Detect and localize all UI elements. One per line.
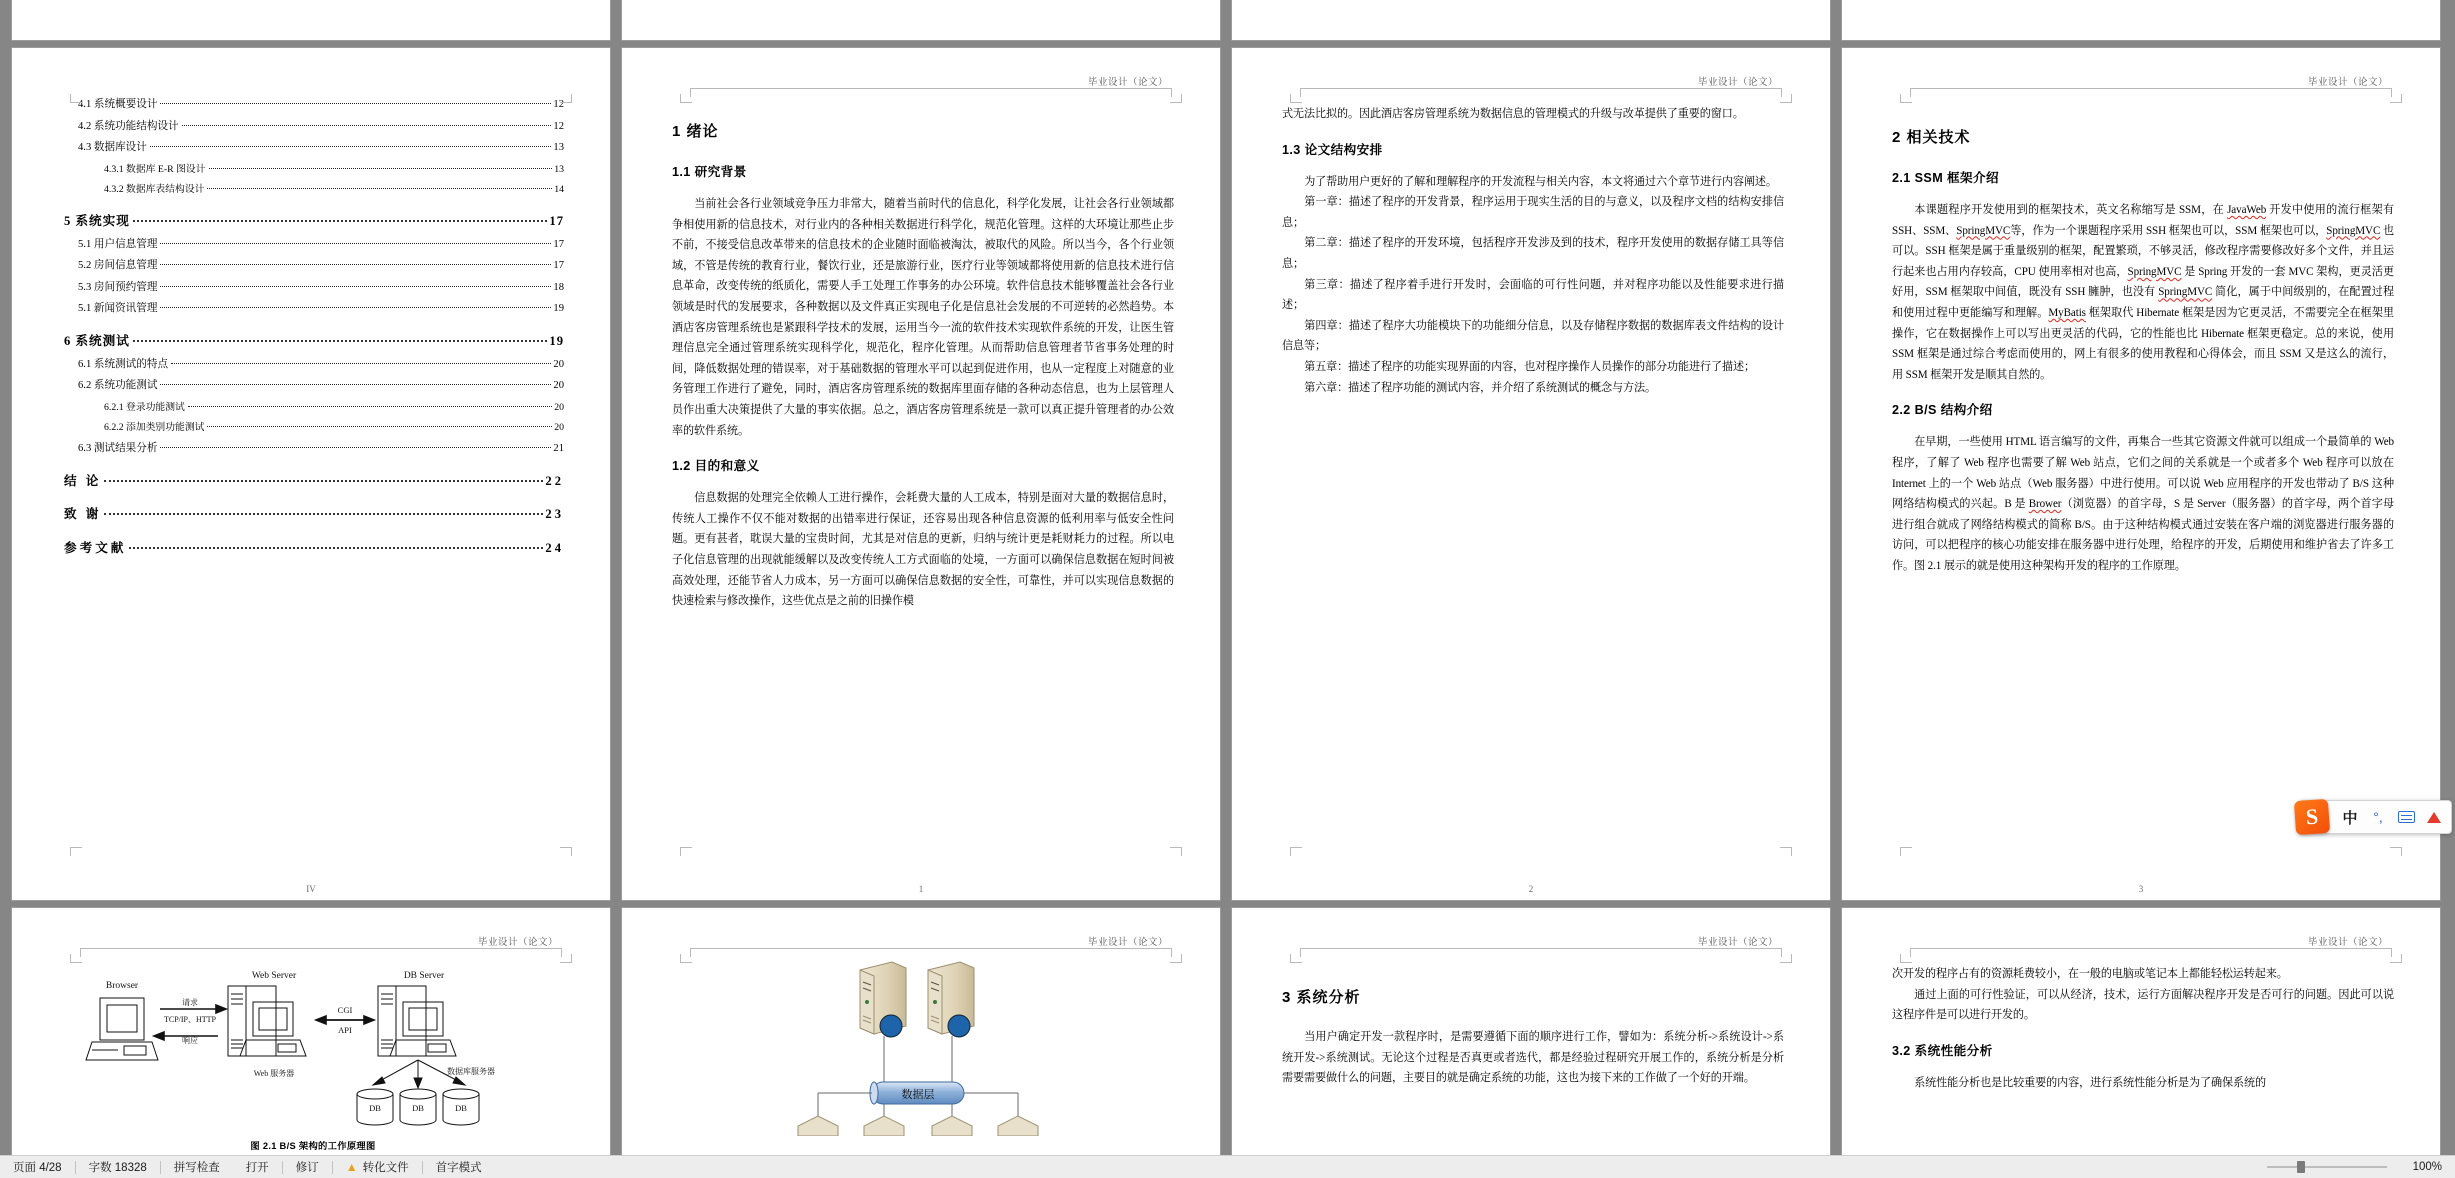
text-run: 是 Spring 开发的一套 MVC 架构，更灵活更好用，SSM 框架取中间值，既没有 SSH 臃肿，也没有 [1892,265,2395,299]
heading-3: 3 系统分析 [1282,989,1361,1006]
page-thumb-partial-top-4 [1842,0,2440,40]
figure-label-db-cn: 数据库服务器 [447,1067,495,1076]
toc-entry[interactable] [62,139,564,154]
toc-entry-title: 5 系统实现 [64,213,130,228]
crop-mark-top-left [1290,94,1302,103]
crop-mark-top-left [1900,94,1912,103]
toc-entry-title: 5.2 房间信息管理 [78,260,158,272]
status-layout-mode[interactable]: 首字模式 [435,1162,482,1174]
toc-spacer [62,529,564,537]
toc-entry-page: 12 [553,99,564,110]
toc-entry[interactable] [62,419,564,433]
toc-entry[interactable] [62,377,564,392]
toc-entry-title: 6.2.1 登录功能测试 [104,401,185,413]
text-run: 简化，属于中间级别的，在配置过程和使用过程中更能编写和理解。 [1892,286,2394,319]
table-of-contents[interactable] [62,96,564,556]
figure-caption: 图 2.1 B/S 架构的工作原理图 [250,1141,376,1151]
spellcheck-flagged-word: SpringMVC [2127,265,2182,278]
ime-punctuation-icon[interactable]: °, [2373,809,2383,825]
status-spellcheck-state[interactable]: 打开 [245,1162,269,1174]
toc-entry[interactable] [62,118,564,133]
toc-entry[interactable] [62,181,564,195]
crop-mark-top-right [1780,94,1792,103]
paragraph: 当用户确定开发一款程序时，是需要遵循下面的顺序进行工作，譬如为：系统分析->系统设计->系统开发->系统测试。无论这个过程是否真更或者选代，都是经验过程研究开展工作的，系统分析是分析需要需要做什么的问题，主要目的就是确定系统的功能，这也为接下来的工作做了一个好的开端。 [1282,1031,1784,1085]
crop-mark-bottom-left [70,847,82,856]
paragraph: 当前社会各行业领域竞争压力非常大，随着当前时代的信息化，科学化发展，让社会各行业领域都争相使用新的信息技术，对行业内的各种相关数据进行科学化，规范化管理。这样的大环境让那些止步不前，不接受信息改革带来的信息技术的企业随时面临被淘汰，被取代的风险。所以当今，各个行业领域，不管是传统的教育行业，餐饮行业，还是旅游行业，医疗行业等领域都将使用新的信息技术进行信息革命，改变传统的纸质化，需要人手工处理工作事务的办公环境。软件信息技术能够覆盖社会各行业领域是时代的发展要求，各种数据以及文件真正实现电子化是信息社会发展的不可逆转的必然趋势。本酒店客房管理系统也是紧跟科学技术的发展，运用当今一流的软件技术实现软件系统的开发，让医生管理信息完全通过管理系统实现科学化，规范化，程序化管理。从而帮助信息管理者节省事务处理的时间，降低数据处理的错误率，对于基础数据的管理水平可以起到促进作用，也从一定程度上对随意的业务管理工作进行了避免，同时，酒店客房管理系统的数据库里面存储的各种动态信息，也为上层管理人员作出重大决策提供了大量的事实依据。总之，酒店客房管理系统是一款可以真正提升管理者的办公效率的软件系统。 [672,198,1174,437]
spellcheck-flagged-word: SpringMVC [2326,224,2381,237]
crop-mark-bottom-right [1780,847,1792,856]
toc-leader-dots [207,426,552,427]
three-tier-diagram [688,956,1158,1136]
figure-label-web-server: Web Server [251,971,297,981]
crop-mark-top-right [2390,954,2402,963]
spellcheck-flagged-word: JavaWeb [2227,204,2267,216]
toc-entry-page: 12 [553,120,564,132]
toc-leader-dots [160,384,551,385]
status-bar[interactable] [0,1155,2455,1178]
bs-architecture-figure [78,964,548,1151]
text-run: 也可以。SSH 框架是属于重量级别的框架，配置繁琐，不够灵活，修改程序需要修改好多个文件，并且运行起来也占用内存较高，CPU 使用率相对也高， [1892,224,2394,278]
crop-mark-top-left [680,94,692,103]
paragraph: 次开发的程序占有的资源耗费较小，在一般的电脑或笔记本上都能轻松运转起来。 [1892,968,2288,980]
toc-entry[interactable] [62,300,564,315]
crop-mark-top-right [1780,954,1792,963]
toc-leader-dots [160,307,551,308]
figure-label-api: API [338,1025,352,1035]
page-5[interactable] [622,908,1220,1155]
figure-label-request: 请求 [182,998,198,1007]
toc-leader-dots [188,406,552,407]
toc-leader-dots [182,125,552,126]
toc-entry-title: 4.1 系统概要设计 [78,99,158,110]
status-revision[interactable]: 修订 [295,1162,319,1174]
zoom-value[interactable]: 100% [2412,1161,2442,1173]
crop-mark-top-right [560,94,572,103]
toc-entry-title: 4.2 系统功能结构设计 [78,120,179,132]
status-spellcheck-label[interactable]: 拼写检查 [173,1162,220,1174]
toc-leader-dots [150,146,552,147]
page-7[interactable] [1842,908,2440,1155]
crop-mark-bottom-right [560,847,572,856]
running-header: 毕业设计（论文） [2307,938,2388,948]
ime-toolbox-icon[interactable] [2421,803,2447,831]
crop-mark-top-left [1290,954,1302,963]
toc-entry[interactable] [62,279,564,294]
paragraph: 第二章：描述了程序的开发环境，包括程序开发涉及到的技术，程序开发使用的数据存储工具等信息； [1282,237,1784,270]
data-layer-label: 数据层 [901,1089,935,1101]
toc-entry[interactable] [62,537,564,556]
toc-entry-title: 6.1 系统测试的特点 [78,358,169,370]
toc-entry-title: 6.3 测试结果分析 [78,442,158,454]
heading-1-3: 1.3 论文结构安排 [1282,142,1383,157]
toc-spacer [62,202,564,210]
toc-entry-page: 17 [553,238,564,250]
warning-triangle-icon: ▲ [345,1160,358,1174]
toc-entry-title: 5.3 房间预约管理 [78,281,158,293]
toc-leader-dots [133,220,548,222]
header-rule [1910,948,2392,957]
toc-entry-title: 6.2 系统功能测试 [78,380,158,392]
crop-mark-top-right [1170,954,1182,963]
toc-entry-title: 5.1 用户信息管理 [78,238,158,250]
toc-entry[interactable] [62,236,564,251]
paragraph: 第三章：描述了程序着手进行开发时，会面临的可行性问题，并对程序功能以及性能要求进行描述； [1282,278,1784,312]
heading-1: 1 绪论 [672,123,719,140]
toc-spacer [62,462,564,470]
page-thumb-partial-top-2 [622,0,1220,40]
page-toc[interactable] [12,48,610,900]
figure-label-web-cn: Web 服务器 [253,1069,295,1078]
toc-entry-title: 5.1 新闻资讯管理 [78,303,158,315]
running-header: 毕业设计（论文） [1697,78,1778,88]
sogou-logo-icon[interactable]: S [2294,799,2330,835]
running-header: 毕业设计（论文） [1087,938,1168,948]
toc-entry-title: 4.3 数据库设计 [78,142,147,154]
text-run: 等，作为一个课题程序采用 SSH 框架也可以，SSM 框架也可以， [2010,224,2327,237]
running-header: 毕业设计（论文） [477,938,558,948]
crop-mark-top-left [70,954,82,963]
toc-leader-dots [104,513,543,515]
toc-entry-page: 13 [554,163,564,175]
paragraph: 为了帮助用户更好的了解和理解程序的开发流程与相关内容，本文将通过六个章节进行内容阐述。 [1304,175,1777,188]
crop-mark-top-right [560,954,572,963]
figure-label-db2: DB [412,1103,424,1113]
toc-entry-title: 参考文献 [64,540,127,555]
toc-leader-dots [160,286,551,287]
status-right-group [2254,1160,2455,1174]
figure-label-db1: DB [369,1103,381,1113]
data-layer-bar [870,1082,964,1104]
toc-entry[interactable] [62,210,564,229]
heading-1-1: 1.1 研究背景 [672,165,747,179]
text-run: 开发中使用的流行框架有 SSH、SSM、 [1892,204,2394,237]
toc-entry[interactable] [62,470,564,489]
toc-leader-dots [171,363,551,364]
toc-leader-dots [160,243,551,244]
server-icon-2 [928,962,974,1037]
toc-entry[interactable] [62,440,564,455]
paragraph: 第四章：描述了程序大功能模块下的功能细分信息，以及存储程序数据的数据库表文件结构的设计信息等； [1282,319,1784,353]
toc-entry[interactable] [62,96,564,111]
page-1[interactable] [622,48,1220,900]
running-header: 毕业设计（论文） [2307,78,2388,88]
toc-entry-title: 6 系统测试 [64,333,130,348]
toc-entry[interactable] [62,356,564,371]
text-run: 框架取代 Hibernate 框架是因为它更灵活，不需要完全在框架里操作，它在数据操作上可以写出更灵活的代码，它的性能也比 Hibernate 框架更稳定。总的来说，使用 SSM 框架是通过综合考虑而使用的，网上有很多的使用教程和心得体会，而且 SSM 又是这么的流行，用 SSM 框架开发是顺其自然的。 [1892,306,2394,381]
heading-1-2: 1.2 目的和意义 [672,459,760,474]
crop-mark-bottom-right [1170,847,1182,856]
page-number: 2 [1528,884,1534,894]
toc-leader-dots [104,480,543,482]
toc-entry[interactable] [62,161,564,175]
toc-entry[interactable] [62,330,564,349]
status-warning[interactable] [333,1159,422,1175]
zoom-track[interactable] [2267,1160,2387,1174]
heading-2-1: 2.1 SSM 框架介绍 [1892,171,1999,185]
crop-mark-top-right [2390,94,2402,103]
toc-entry-page: 20 [554,422,564,434]
toc-leader-dots [207,188,552,189]
text-run: （浏览器）的首字母，S 是 Server（服务器）的首字母，两个首字母进行组合就成了网络结构模式的简称 B/S。由于这种结构模式通过安装在客户端的浏览器进行服务器的访问，可以把程序的核心功能安排在服务器中进行处理，给程序的开发，后期使用和维护省去了许多工作。图 2.1 展示的就是使用这种架构开发的程序的工作原理。 [1892,498,2394,572]
toc-leader-dots [129,547,543,549]
paragraph: 系统性能分析也是比较重要的内容，进行系统性能分析是为了确保系统的 [1914,1076,2266,1089]
toc-leader-dots [209,168,553,169]
crop-mark-top-left [70,94,82,103]
toc-entry-page: 17 [549,213,564,228]
bs-architecture-diagram [78,964,548,1132]
figure-label-protocol: TCP/IP、HTTP [163,1015,217,1024]
page-thumb-partial-top-3 [1232,0,1830,40]
figure-label-browser: Browser [105,981,139,991]
sogou-ime-toolbar[interactable] [2300,800,2452,834]
server-icon-1 [860,962,906,1037]
crop-mark-bottom-left [680,847,692,856]
header-rule [1300,948,1782,957]
status-focus-mode: 转化文件 [362,1162,409,1174]
toc-entry-page: 20 [554,401,564,413]
crop-mark-bottom-right [2390,847,2402,856]
toc-entry-page: 14 [554,184,564,196]
paragraph: 第五章：描述了程序的功能实现界面的内容，也对程序操作人员操作的部分功能进行了描述； [1304,360,1755,373]
figure-label-cgi: CGI [337,1005,353,1015]
toc-entry-page: 22 [545,473,564,488]
paragraph: 通过上面的可行性验证，可以从经济，技术，运行方面解决程序开发是否可行的问题。因此可以说这程序件是可以进行开发的。 [1892,988,2394,1022]
zoom-slider[interactable] [2254,1160,2400,1174]
toc-entry-title: 结 论 [64,473,102,488]
page-4[interactable] [12,908,610,1155]
running-header: 毕业设计（论文） [1087,78,1168,88]
text-run: 在早期，一些使用 HTML 语言编写的文件，再集合一些其它资源文件就可以组成一个最简单的 Web 程序，了解了 Web 程序也需要了解 Web 站点，它们之间的关系就是一个或者多个 Web 程序可以放在 Internet 上的一个 Web 站点（Web 服务器）中进行使用。可以说 Web 应用程序的开发也带动了 B/S 这种网络结构模式的兴起。B 是 [1892,436,2394,511]
toc-entry-page: 13 [553,142,564,154]
running-header: 毕业设计（论文） [1697,938,1778,948]
heading-2-2: 2.2 B/S 结构介绍 [1892,403,1993,418]
spellcheck-flagged-word: SpringMVC [1956,224,2011,237]
heading-2: 2 相关技术 [1892,129,1971,146]
toc-spacer [62,322,564,330]
paragraph: 第一章：描述了程序的开发背景，程序运用于现实生活的目的与意义，以及程序文档的结构安排信息； [1282,196,1784,229]
ime-chinese-mode-icon[interactable]: 中 [2342,809,2358,827]
toc-entry[interactable] [62,503,564,522]
toc-entry-title: 4.3.2 数据库表结构设计 [104,184,205,196]
paragraph: 式无法比拟的。因此酒店客房管理系统为数据信息的管理模式的升级与改革提供了重要的窗口。 [1282,108,1744,120]
toc-entry-title: 6.2.2 添加类别功能测试 [104,422,205,434]
toc-entry-page: 19 [549,333,564,348]
page-number: IV [306,884,316,894]
paragraph: 信息数据的处理完全依赖人工进行操作，会耗费大量的人工成本，特别是面对大量的数据信息时，传统人工操作不仅不能对数据的出错率进行保证，还容易出现各种信息资源的低利用率与低安全性问题。更有甚者，耽误大量的宝贵时间，尤其是对信息的更新，归纳与统计更是耗财耗力的过程。所以电子化信息管理的出现就能缓解以及改变传统人工方式面临的处境，一方面可以确保信息数据在短时间被高效处理，还能节省人力成本，另一方面可以确保信息数据的安全性，可靠性，并可以实现信息数据的快速检索与修改操作，这些优点是之前的旧操作模 [672,492,1174,608]
toc-entry-page: 19 [553,303,564,315]
toc-leader-dots [160,447,551,448]
page-thumb-partial-top-1 [12,0,610,40]
status-word-count[interactable]: 字数 18328 [88,1162,147,1174]
header-rule [690,88,1172,97]
page-2[interactable] [1232,48,1830,900]
paragraph: 第六章：描述了程序功能的测试内容，并介绍了系统测试的概念与方法。 [1304,381,1656,394]
header-rule [1910,88,2392,97]
toc-entry-page: 24 [545,540,564,555]
toc-leader-dots [160,264,551,265]
ime-soft-keyboard-icon[interactable] [2393,803,2419,831]
three-tier-figure [688,956,1158,1136]
crop-mark-bottom-left [1290,847,1302,856]
figure-label-db3: DB [455,1103,467,1113]
figure-label-db-server: DB Server [403,971,445,981]
page-number: 3 [2138,884,2144,894]
toc-entry-page: 21 [553,442,564,454]
toc-entry-page: 20 [553,380,564,392]
page-number: 1 [918,884,924,894]
toc-leader-dots [160,103,551,104]
toc-entry-title: 4.3.1 数据库 E-R 图设计 [104,163,206,175]
toc-leader-dots [133,340,548,342]
spellcheck-flagged-word: Brower [2028,498,2062,511]
toc-entry-page: 17 [553,260,564,272]
paragraph [1892,432,2394,576]
crop-mark-top-left [1900,954,1912,963]
paragraph [1892,200,2394,385]
spellcheck-flagged-word: MyBatis [2048,306,2086,319]
toc-entry[interactable] [62,257,564,272]
page-6[interactable] [1232,908,1830,1155]
crop-mark-top-right [1170,94,1182,103]
text-run: 本课题程序开发使用到的框架技术，英文名称缩写是 SSM，在 [1914,204,2228,216]
heading-3-2: 3.2 系统性能分析 [1892,1043,1993,1058]
toc-spacer [62,495,564,503]
header-rule [1300,88,1782,97]
toc-entry-title: 致 谢 [64,507,102,522]
page-3[interactable] [1842,48,2440,900]
toc-entry-page: 20 [553,358,564,370]
zoom-thumb[interactable] [2297,1161,2305,1173]
spellcheck-flagged-word: SpringMVC [2158,286,2213,299]
toc-entry[interactable] [62,399,564,413]
toc-entry-page: 23 [545,507,564,522]
figure-label-response: 响应 [182,1036,198,1045]
header-rule [80,948,562,957]
toc-entry-page: 18 [553,281,564,293]
crop-mark-bottom-left [1900,847,1912,856]
status-page-indicator[interactable]: 页面 4/28 [13,1162,62,1174]
